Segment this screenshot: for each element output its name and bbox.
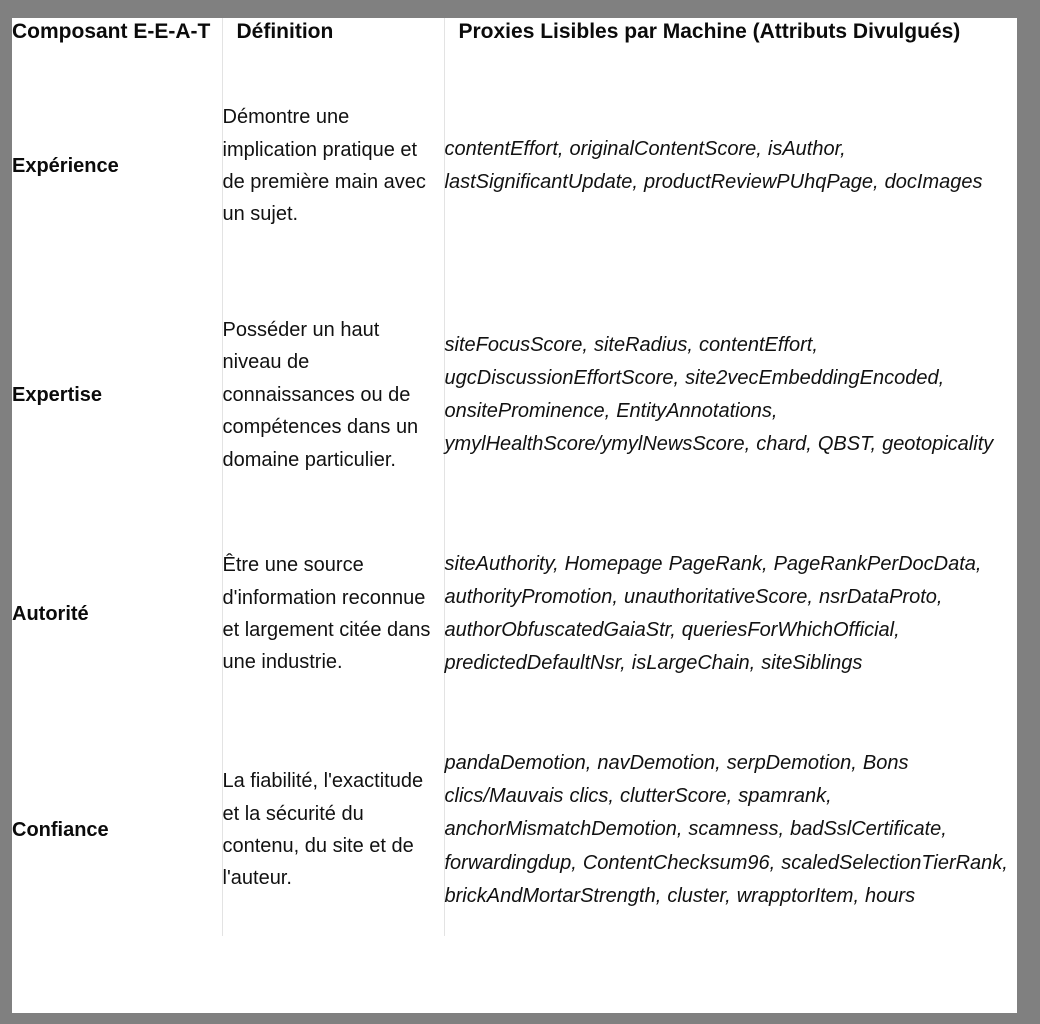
- cell-definition-expertise: Posséder un haut niveau de connaissances ou de compétences dans un domaine particulier.: [222, 286, 444, 504]
- table-body: [12, 46, 1017, 936]
- cell-component-autorite: Autorité: [12, 602, 89, 625]
- cell-definition-confiance: La fiabilité, l'exactitude et la sécurité du contenu, du site et de l'auteur.: [222, 724, 444, 936]
- table-row: [12, 286, 1017, 504]
- table-header: [12, 18, 1017, 46]
- cell-definition-autorite: Être une source d'information reconnue et largement citée dans une industrie.: [222, 504, 444, 724]
- cell-component-confiance: Confiance: [12, 818, 109, 841]
- table-row: [12, 46, 1017, 286]
- cell-component-experience: Expérience: [12, 154, 119, 177]
- column-header-component: Composant E-E-A-T: [12, 18, 222, 46]
- cell-proxies-expertise: siteFocusScore, siteRadius, contentEffort, ugcDiscussionEffortScore, site2vecEmbeddingEncoded, onsiteProminence, EntityAnnotations, ymylHealthScore/ymylNewsScore, chard, QBST, geotopicality: [444, 286, 1017, 504]
- cell-proxies-confiance: pandaDemotion, navDemotion, serpDemotion, Bons clics/Mauvais clics, clutterScore, spamrank, anchorMismatchDemotion, scamness, badSslCertificate, forwardingdup, ContentChecksum96, scaledSelectionTierRank, brickAndMortarStrength, cluster, wrapptorItem, hours: [444, 724, 1017, 936]
- table-row: [12, 504, 1017, 724]
- cell-component-expertise: Expertise: [12, 383, 103, 406]
- cell-definition-experience: Démontre une implication pratique et de première main avec un sujet.: [222, 46, 444, 286]
- cell-proxies-autorite: siteAuthority, Homepage PageRank, PageRankPerDocData, authorityPromotion, unauthoritativeScore, nsrDataProto, authorObfuscatedGaiaStr, queriesForWhichOfficial, predictedDefaultNsr, isLargeChain, siteSiblings: [444, 504, 1017, 724]
- table-header-row: [12, 18, 1017, 46]
- column-header-proxies: Proxies Lisibles par Machine (Attributs Divulgués): [444, 18, 1017, 46]
- eeat-table: [12, 18, 1017, 936]
- table-row: [12, 724, 1017, 936]
- cell-proxies-experience: contentEffort, originalContentScore, isAuthor, lastSignificantUpdate, productReviewPUhqPage, docImages: [444, 46, 1017, 286]
- column-header-definition: Définition: [222, 18, 444, 46]
- table-sheet: [12, 18, 1017, 1013]
